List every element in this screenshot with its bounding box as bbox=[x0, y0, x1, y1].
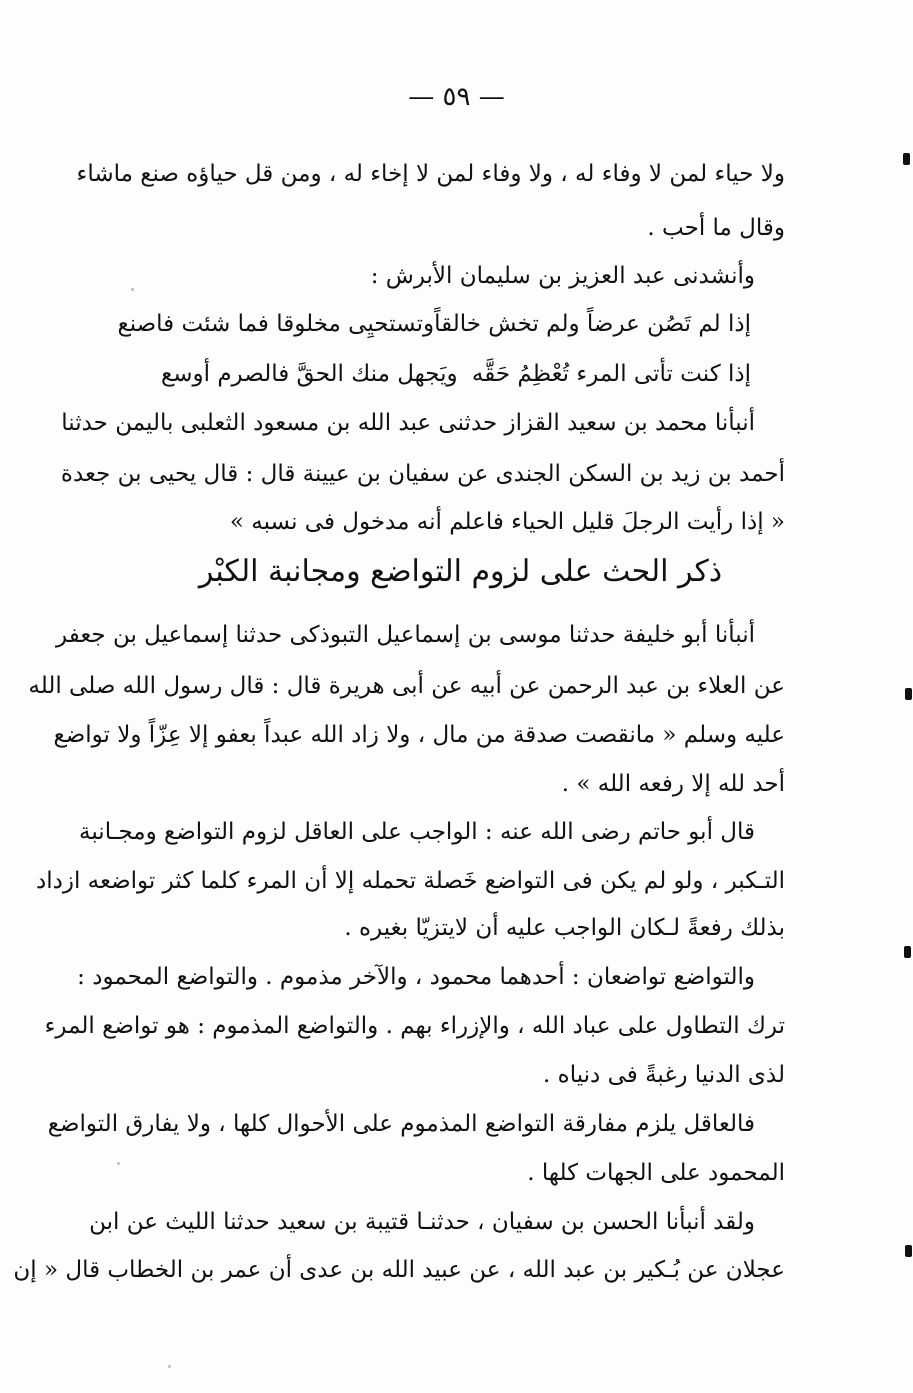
paper-speck bbox=[168, 1365, 171, 1368]
text-line: وقال ما أحب . bbox=[647, 215, 785, 241]
binding-mark bbox=[905, 688, 912, 700]
verse-first-hemistich: إذا لم تَصُن عرضاً ولم تخش خالقاً bbox=[434, 311, 751, 337]
text-line: أنبأنا محمد بن سعيد القزاز حدثنى عبد الله بن مسعود الثعلبى باليمن حدثنا bbox=[61, 410, 755, 436]
text-line: أحد لله إلا رفعه الله » . bbox=[561, 771, 785, 797]
binding-mark bbox=[903, 153, 910, 165]
text-line: عن العلاء بن عبد الرحمن عن أبيه عن أبى هريرة قال : قال رسول الله صلى الله bbox=[28, 673, 785, 699]
text-line: ترك التطاول على عباد الله ، والإزراء بهم . والتواضع المذموم : هو تواضع المرء bbox=[44, 1013, 785, 1039]
text-line: التـكبر ، ولو لم يكن فى التواضع خَصلة تحمله إلا أن المرء كلما كثر تواضعه ازداد bbox=[35, 868, 785, 894]
poem-verse bbox=[161, 357, 751, 397]
binding-mark bbox=[905, 1245, 912, 1257]
text-line: عجلان عن بُـكير بن عبد الله ، عن عبيد الله بن عدى أن عمر بن الخطاب قال « إن bbox=[13, 1257, 785, 1283]
text-line: ولا حياء لمن لا وفاء له ، ولا وفاء لمن لا إخاء له ، ومن قل حياؤه صنع ماشاء bbox=[76, 161, 785, 187]
paper-speck bbox=[131, 288, 134, 291]
text-line: قال أبو حاتم رضى الله عنه : الواجب على العاقل لزوم التواضع ومجـانبة bbox=[79, 819, 755, 845]
verse-second-hemistich: وتستحيِى مخلوقا فما شئت فاصنع bbox=[117, 311, 435, 337]
paper-speck bbox=[117, 1162, 120, 1165]
text-line: عليه وسلم « مانقصت صدقة من مال ، ولا زاد الله عبداً بعفو إلا عِزّاً ولا تواضع bbox=[53, 722, 785, 748]
text-line: فالعاقل يلزم مفارقة التواضع المذموم على الأحوال كلها ، ولا يفارق التواضع bbox=[47, 1111, 755, 1137]
text-line: أحمد بن زيد بن السكن الجندى عن سفيان بن عيينة قال : قال يحيى بن جعدة bbox=[60, 461, 785, 487]
poem-verse bbox=[117, 307, 751, 347]
page-number: — ٥٩ — bbox=[408, 82, 505, 112]
text-line: المحمود على الجهات كلها . bbox=[527, 1160, 785, 1186]
verse-first-hemistich: إذا كنت تأتى المرء تُعْظِمُ حَقَّه bbox=[471, 361, 751, 387]
text-line: « إذا رأيت الرجلَ قليل الحياء فاعلم أنه مدخول فى نسبه » bbox=[229, 509, 785, 535]
text-line: بذلك رفعةً لـكان الواجب عليه أن لايتزيّا بغيره . bbox=[344, 915, 785, 941]
section-heading: ذكر الحث على لزوم التواضع ومجانبة الكبْر bbox=[198, 554, 723, 589]
binding-mark bbox=[904, 946, 911, 958]
text-line: وأنشدنى عبد العزيز بن سليمان الأبرش : bbox=[370, 263, 755, 289]
verse-second-hemistich: ويَجهل منك الحقَّ فالصرم أوسع bbox=[161, 361, 458, 387]
text-line: والتواضع تواضعان : أحدهما محمود ، والآخر مذموم . والتواضع المحمود : bbox=[77, 964, 755, 990]
text-line: ولقد أنبأنا الحسن بن سفيان ، حدثنـا قتيبة بن سعيد حدثنا الليث عن ابن bbox=[89, 1209, 755, 1235]
text-line: أنبأنا أبو خليفة حدثنا موسى بن إسماعيل التبوذكى حدثنا إسماعيل بن جعفر bbox=[56, 622, 755, 648]
text-line: لذى الدنيا رغبةً فى دنياه . bbox=[543, 1062, 785, 1088]
